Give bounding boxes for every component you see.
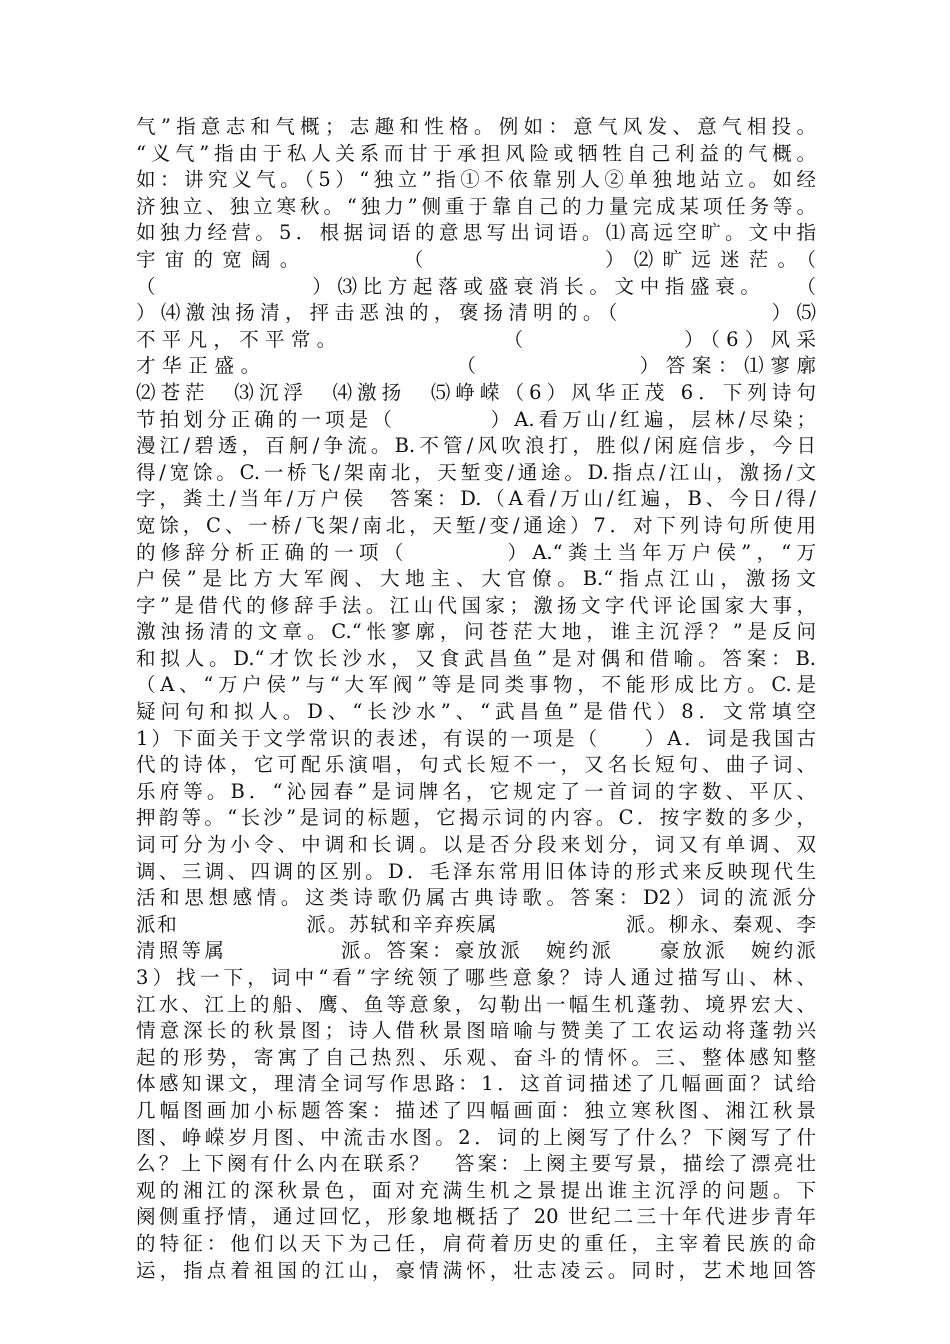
text-line: 宇宙的宽阔。 （ ）⑵旷远迷茫。（: [136, 247, 816, 271]
text-line: 么？上下阕有什么内在联系？ 答案：上阕主要写景，描绘了漂亮壮: [136, 1152, 816, 1176]
text-line: ⑵苍茫 ⑶沉浮 ⑷激扬 ⑸峥嵘（6）风华正茂 6．下列诗句: [136, 380, 816, 404]
text-line: 押韵等。“长沙”是词的标题，它揭示词的内容。C．按字数的多少，: [136, 806, 816, 830]
text-line: 气”指意志和气概；志趣和性格。例如：意气风发、意气相投。: [136, 115, 816, 138]
text-line: “义气”指由于私人关系而甘于承担风险或牺牲自己利益的气概。: [136, 141, 816, 165]
text-line: 的特征：他们以天下为己任，肩荷着历史的重任，主宰着民族的命: [136, 1231, 816, 1255]
text-line: 的修辞分析正确的一项（ ）A.“粪土当年万户侯”，“万: [136, 540, 816, 564]
text-line: 清照等属 派。答案：豪放派 婉约派 豪放派 婉约派: [136, 939, 816, 963]
text-line: 济独立、独立寒秋。“独力”侧重于靠自己的力量完成某项任务等。: [136, 194, 816, 218]
text-line: 不平凡，不平常。 （ ）（6）风采: [136, 327, 816, 351]
document-page: [136, 114, 816, 1284]
text-line: 节拍划分正确的一项是（ ）A.看万山/红遍，层林/尽染；: [136, 407, 816, 431]
text-line: 词可分为小令、中调和长调。以是否分段来划分，词又有单调、双: [136, 833, 816, 857]
text-line: 激浊扬清的文章。C.“怅寥廓，问苍茫大地，谁主沉浮？”是反问: [136, 620, 816, 644]
text-line: 1）下面关于文学常识的表述，有误的一项是（ ）A．词是我国古: [136, 726, 816, 750]
text-line: 字，粪土/当年/万户侯 答案：D.（A看/万山/红遍，B、今日/得/: [136, 487, 816, 511]
text-line: 3）找一下，词中“看”字统领了哪些意象？诗人通过描写山、林、: [136, 966, 816, 989]
text-line: 字”是借代的修辞手法。江山代国家；激扬文字代评论国家大事，: [136, 593, 816, 617]
text-line: 得/宽馀。C.一桥飞/架南北，天堑变/通途。D.指点/江山，激扬/文: [136, 460, 816, 484]
text-line: 代的诗体，它可配乐演唱，句式长短不一，又名长短句、曲子词、: [136, 753, 816, 777]
text-line: 体感知课文，理清全词写作思路：1．这首词描述了几幅画面？试给: [136, 1072, 816, 1096]
text-line: 观的湘江的深秋景色，面对充满生机之景提出谁主沉浮的问题。下: [136, 1178, 816, 1202]
text-line: 如独力经营。5．根据词语的意思写出词语。⑴高远空旷。文中指: [136, 221, 816, 245]
text-line: 情意深长的秋景图；诗人借秋景图暗喻与赞美了工农运动将蓬勃兴: [136, 1019, 816, 1043]
text-line: 起的形势，寄寓了自己热烈、乐观、奋斗的情怀。三、整体感知整: [136, 1045, 816, 1069]
text-line: 户侯”是比方大军阀、大地主、大官僚。B.“指点江山，激扬文: [136, 567, 816, 591]
text-line: 漫江/碧透，百舸/争流。B.不管/风吹浪打，胜似/闲庭信步，今日: [136, 434, 816, 458]
text-line: 阕侧重抒情，通过回忆，形象地概括了 20 世纪二三十年代进步青年: [136, 1205, 816, 1229]
text-line: 几幅图画加小标题答案：描述了四幅画面：独立寒秋图、湘江秋景: [136, 1098, 816, 1122]
text-line: （ ）⑶比方起落或盛衰消长。文中指盛衰。 （: [136, 274, 816, 298]
text-line: 图、峥嵘岁月图、中流击水图。2．词的上阕写了什么？下阕写了什: [136, 1125, 816, 1149]
text-line: 乐府等。B．“沁园春”是词牌名，它规定了一首词的字数、平仄、: [136, 779, 816, 803]
text-line: 调、三调、四调的区别。D．毛泽东常用旧体诗的形式来反映现代生: [136, 859, 816, 883]
text-line: 活和思想感情。这类诗歌仍属古典诗歌。答案：D2）词的流派分: [136, 886, 816, 910]
text-line: ）⑷激浊扬清，抨击恶浊的，褒扬清明的。（ ）⑸: [136, 301, 816, 325]
text-line: 宽馀，C、一桥/飞架/南北，天堑/变/通途）7．对下列诗句所使用: [136, 513, 816, 537]
text-line: 如：讲究义气。（5）“独立”指①不依靠别人②单独地站立。如经: [136, 168, 816, 192]
text-line: （A、“万户侯”与“大军阀”等是同类事物，不能形成比方。C.是: [136, 673, 816, 697]
text-line: 和拟人。D.“才饮长沙水，又食武昌鱼”是对偶和借喻。答案：B.: [136, 646, 816, 670]
text-line: 派和 派。苏轼和辛弃疾属 派。柳永、秦观、李: [136, 912, 816, 936]
text-line: 运，指点着祖国的江山，豪情满怀，壮志凌云。同时，艺术地回答: [136, 1258, 816, 1282]
text-line: 江水、江上的船、鹰、鱼等意象，勾勒出一幅生机蓬勃、境界宏大、: [136, 992, 816, 1016]
text-line: 才华正盛。 （ ）答案：⑴寥廓: [136, 354, 816, 378]
text-line: 疑问句和拟人。D、“长沙水”、“武昌鱼”是借代）8．文常填空: [136, 700, 816, 724]
